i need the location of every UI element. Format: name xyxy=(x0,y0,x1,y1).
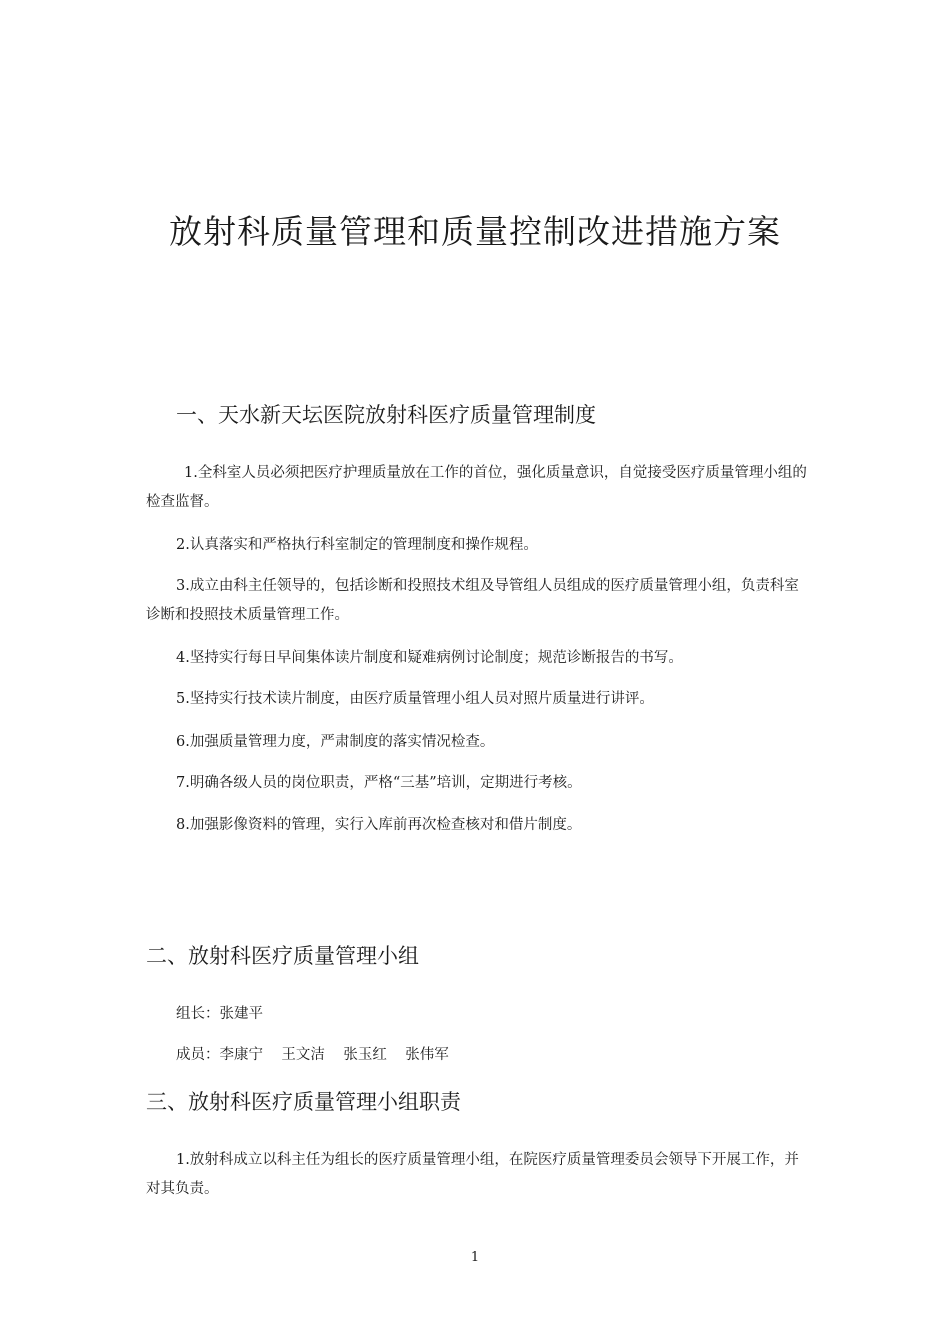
paragraph-item: 1.全科室人员必须把医疗护理质量放在工作的首位，强化质量意识，自觉接受医疗质量管理小组的检查监督。 xyxy=(146,465,807,510)
document-title: 放射科质量管理和质量控制改进措施方案 xyxy=(169,212,781,251)
page-number: 1 xyxy=(470,1250,480,1265)
section-heading-3: 三、放射科医疗质量管理小组职责 xyxy=(146,1090,461,1114)
group-members: 成员：李康宁 王文洁 张玉红 张伟军 xyxy=(176,1047,449,1063)
section-heading-1: 一、天水新天坛医院放射科医疗质量管理制度 xyxy=(176,403,596,427)
paragraph-item: 8.加强影像资料的管理，实行入库前再次检查核对和借片制度。 xyxy=(176,817,582,833)
paragraph-item: 5.坚持实行技术读片制度，由医疗质量管理小组人员对照片质量进行讲评。 xyxy=(176,691,654,707)
paragraph-item: 1.放射科成立以科主任为组长的医疗质量管理小组，在院医疗质量管理委员会领导下开展工作，并对其负责。 xyxy=(146,1152,799,1197)
paragraph-item: 6.加强质量管理力度，严肃制度的落实情况检查。 xyxy=(176,734,495,750)
section-heading-2: 二、放射科医疗质量管理小组 xyxy=(146,944,419,968)
paragraph-item: 4.坚持实行每日早间集体读片制度和疑难病例讨论制度；规范诊断报告的书写。 xyxy=(176,650,683,666)
paragraph-item: 3.成立由科主任领导的，包括诊断和投照技术组及导管组人员组成的医疗质量管理小组，负责科室诊断和投照技术质量管理工作。 xyxy=(146,578,799,623)
paragraph-item: 2.认真落实和严格执行科室制定的管理制度和操作规程。 xyxy=(176,537,538,553)
group-leader: 组长：张建平 xyxy=(176,1006,263,1022)
paragraph-item: 7.明确各级人员的岗位职责，严格“三基”培训，定期进行考核。 xyxy=(176,775,582,791)
